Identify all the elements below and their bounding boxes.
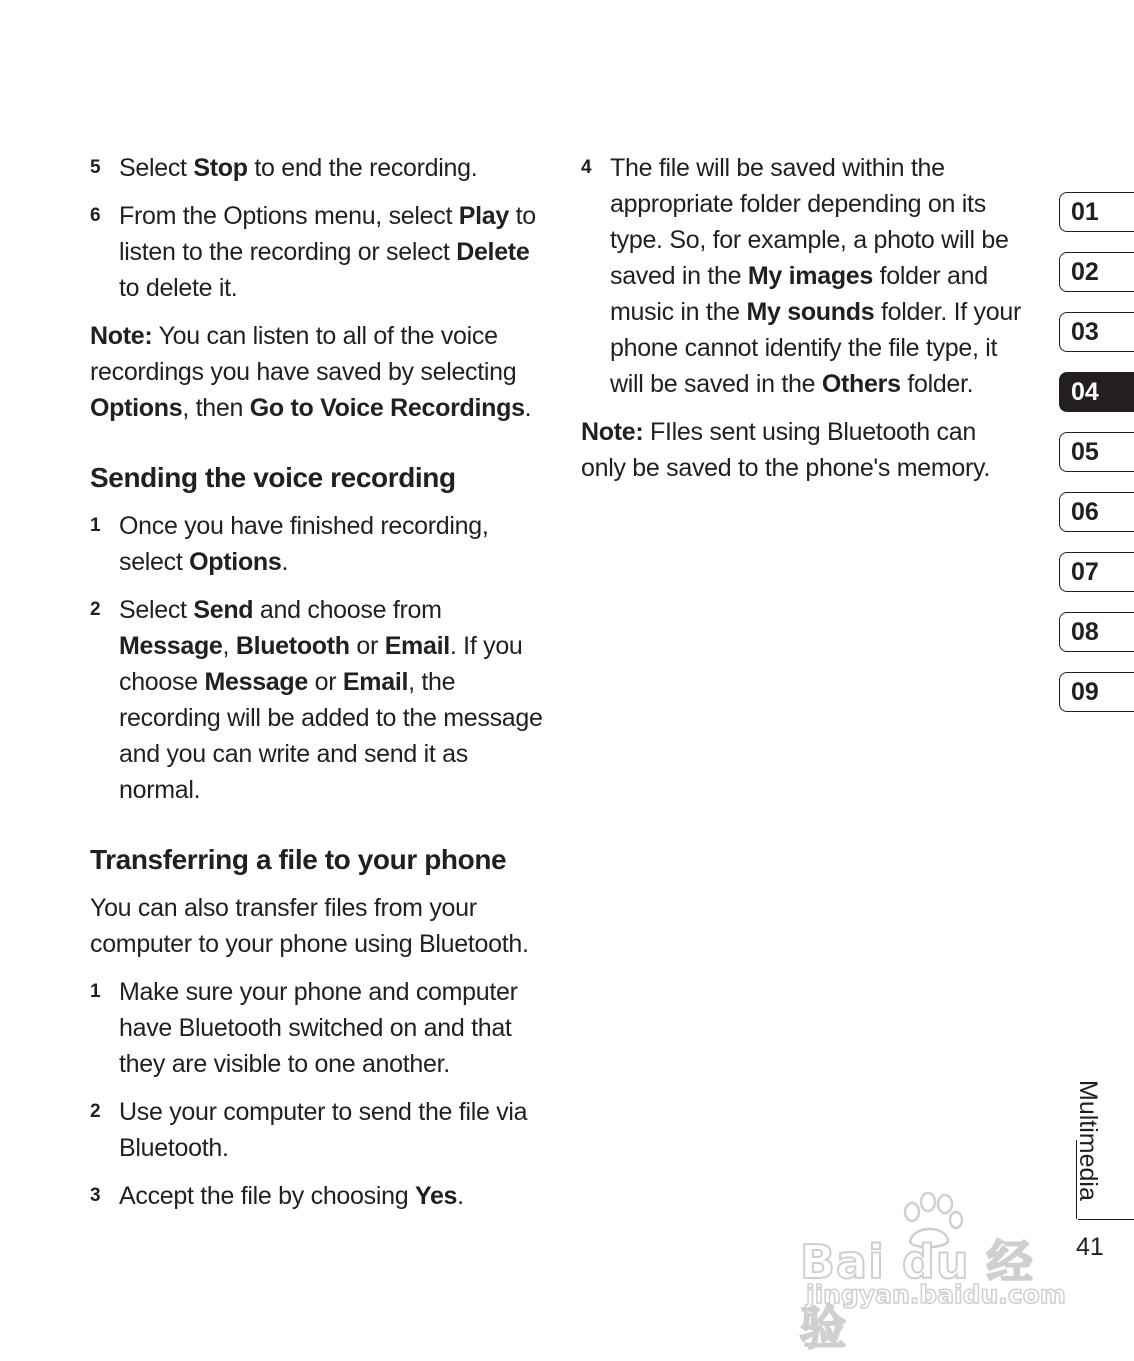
note-label: Note: bbox=[581, 418, 644, 446]
step-6 bbox=[90, 198, 555, 306]
baidu-watermark bbox=[800, 1190, 1070, 1355]
step-number: 2 bbox=[90, 599, 101, 620]
watermark-brand: Bai du 经验 bbox=[800, 1235, 1034, 1355]
bold-term: Yes bbox=[414, 1182, 458, 1210]
section-label: Multimedia bbox=[1074, 1080, 1102, 1201]
step-number: 2 bbox=[90, 1101, 101, 1122]
step-4 bbox=[581, 150, 1021, 402]
step-number: 1 bbox=[90, 981, 101, 1002]
heading-transferring-file: Transferring a file to your phone bbox=[90, 844, 507, 875]
footer-divider-vertical bbox=[1076, 1140, 1077, 1219]
transfer-step-1 bbox=[90, 974, 555, 1082]
right-column bbox=[581, 150, 1021, 498]
bold-term: Play bbox=[458, 202, 509, 230]
note-text: , then bbox=[182, 394, 250, 422]
bold-term: Delete bbox=[456, 238, 530, 266]
step-text: to delete it. bbox=[119, 274, 238, 302]
step-text: and choose from bbox=[253, 596, 442, 624]
step-text: or bbox=[349, 632, 385, 660]
step-text: Accept the file by choosing bbox=[119, 1182, 415, 1210]
step-text: The file will be saved within the appropriate folder depending on its type. So, for example, a photo will be saved in the bbox=[610, 154, 1009, 290]
chapter-tab-09[interactable]: 09 bbox=[1059, 672, 1134, 712]
chapter-tab-02[interactable]: 02 bbox=[1059, 252, 1134, 292]
step-text: . If you choose bbox=[119, 632, 523, 696]
chapter-tab-05[interactable]: 05 bbox=[1059, 432, 1134, 472]
step-text: folder. bbox=[900, 370, 974, 398]
step-text: folder. If your phone cannot identify the file type, it will be saved in the bbox=[610, 298, 1021, 398]
bold-term: Stop bbox=[193, 154, 248, 182]
page-number: 41 bbox=[1076, 1233, 1104, 1261]
note-voice-recordings bbox=[90, 318, 555, 426]
note-label: Note: bbox=[90, 322, 153, 350]
bold-term: Others bbox=[821, 370, 901, 398]
chapter-tab-07[interactable]: 07 bbox=[1059, 552, 1134, 592]
chapter-tab-04-active[interactable]: 04 bbox=[1059, 372, 1134, 412]
footer-divider bbox=[1078, 1219, 1134, 1220]
step-number: 6 bbox=[90, 205, 101, 226]
note-bluetooth-memory bbox=[581, 414, 1021, 486]
step-text: to end the recording. bbox=[247, 154, 478, 182]
transfer-step-3 bbox=[90, 1178, 555, 1214]
bold-term: Email bbox=[342, 668, 409, 696]
bold-term: My images bbox=[747, 262, 874, 290]
note-text: You can listen to all of the voice recordings you have saved by selecting bbox=[90, 322, 517, 386]
step-text: From the Options menu, select bbox=[119, 202, 459, 230]
bold-term: Options bbox=[90, 394, 183, 422]
bold-term: My sounds bbox=[746, 298, 875, 326]
chapter-tab-03[interactable]: 03 bbox=[1059, 312, 1134, 352]
step-text: Select bbox=[119, 596, 194, 624]
step-text: Once you have finished recording, select bbox=[119, 512, 489, 576]
step-text: to listen to the recording or select bbox=[119, 202, 536, 266]
step-text: , bbox=[222, 632, 236, 660]
send-step-2 bbox=[90, 592, 555, 808]
chapter-tab-01[interactable]: 01 bbox=[1059, 192, 1134, 232]
bold-term: Go to Voice Recordings bbox=[249, 394, 525, 422]
step-text: Make sure your phone and computer have Bluetooth switched on and that they are visible to one another. bbox=[119, 978, 518, 1078]
step-text: or bbox=[307, 668, 343, 696]
bold-term: Options bbox=[189, 548, 282, 576]
left-column bbox=[90, 150, 555, 1226]
bold-term: Send bbox=[193, 596, 254, 624]
watermark-url: jingyan.baidu.com bbox=[806, 1280, 1066, 1309]
step-number: 1 bbox=[90, 515, 101, 536]
step-text: . bbox=[457, 1182, 464, 1210]
step-5 bbox=[90, 150, 555, 186]
step-number: 4 bbox=[581, 157, 592, 178]
step-text: folder and music in the bbox=[610, 262, 988, 326]
step-text: Select bbox=[119, 154, 194, 182]
bold-term: Email bbox=[384, 632, 450, 660]
step-text: . bbox=[281, 548, 289, 576]
chapter-tabs bbox=[1059, 192, 1134, 732]
step-number: 5 bbox=[90, 157, 101, 178]
step-text: , the recording will be added to the message and you can write and send it as normal. bbox=[119, 668, 543, 804]
chapter-tab-06[interactable]: 06 bbox=[1059, 492, 1134, 532]
transfer-step-2 bbox=[90, 1094, 555, 1166]
note-text: FIles sent using Bluetooth can only be saved to the phone's memory. bbox=[581, 418, 991, 482]
chapter-tab-08[interactable]: 08 bbox=[1059, 612, 1134, 652]
bold-term: Message bbox=[204, 668, 308, 696]
note-text: . bbox=[524, 394, 532, 422]
transfer-intro: You can also transfer files from your computer to your phone using Bluetooth. bbox=[90, 894, 529, 958]
step-text: Use your computer to send the file via Bluetooth. bbox=[119, 1098, 528, 1162]
step-number: 3 bbox=[90, 1185, 101, 1206]
send-step-1 bbox=[90, 508, 555, 580]
bold-term: Bluetooth bbox=[235, 632, 350, 660]
bold-term: Message bbox=[119, 632, 223, 660]
heading-sending-voice-recording: Sending the voice recording bbox=[90, 462, 456, 493]
